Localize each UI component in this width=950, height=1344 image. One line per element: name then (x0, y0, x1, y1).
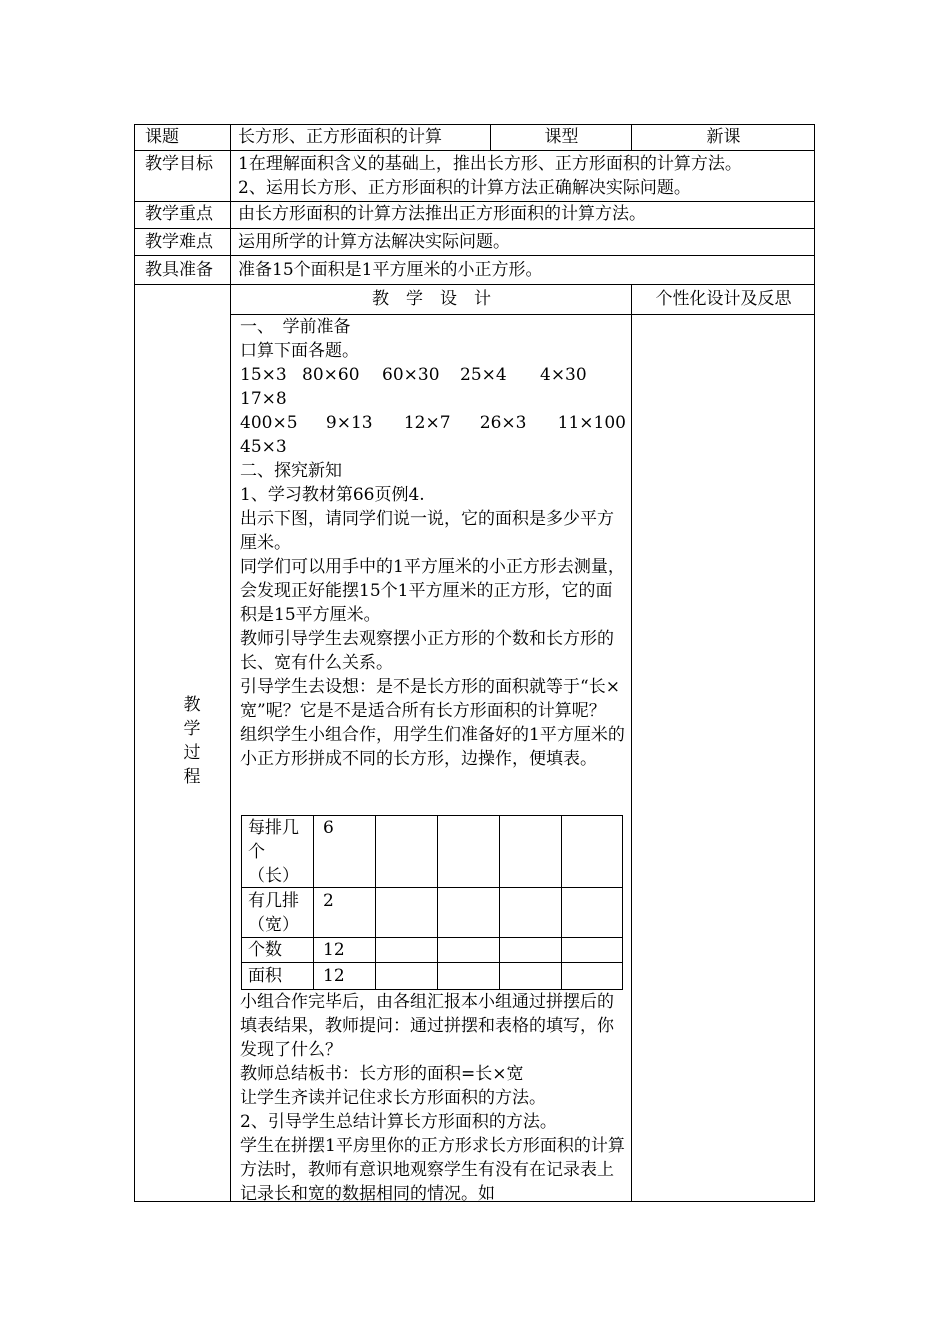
type-value: 新课 (706, 127, 741, 147)
design-content-continued (240, 990, 626, 1206)
objective-line-2: 2、运用长方形、正方形面积的计算方法正确解决实际问题。 (238, 178, 691, 198)
process-label-char: 学 (183, 719, 201, 739)
paragraph: 同学们可以用手中的1平方厘米的小正方形去测量，会发现正好能摆15个1平方厘米的正方形，它的面积是15平方厘米。 (240, 557, 625, 625)
calc-item: 15×3 (240, 365, 287, 385)
mental-math-intro: 口算下面各题。 (240, 341, 359, 361)
topic-label: 课题 (145, 127, 179, 147)
table-row-label: 个 (248, 842, 265, 862)
calc-item: 17×8 (240, 389, 287, 409)
step-2: 2、引导学生总结计算长方形面积的方法。 (240, 1112, 557, 1132)
table-row-label: 面积 (248, 966, 282, 986)
difficulty-value: 运用所学的计算方法解决实际问题。 (238, 232, 510, 252)
objectives-label: 教学目标 (145, 154, 213, 174)
calc-item: 80×60 (302, 365, 360, 385)
table-cell-value: 6 (323, 818, 334, 838)
process-label-char: 教 (183, 695, 201, 715)
table-row-label: 个数 (248, 940, 282, 960)
calc-item: 12×7 (403, 413, 451, 433)
calc-item: 4×30 (540, 365, 587, 385)
materials-label: 教具准备 (145, 260, 213, 280)
topic-value: 长方形、正方形面积的计算 (238, 127, 442, 147)
paragraph: 让学生齐读并记住求长方形面积的方法。 (240, 1088, 546, 1108)
key-point-value: 由长方形面积的计算方法推出正方形面积的计算方法。 (238, 204, 646, 224)
paragraph: 教师引导学生去观察摆小正方形的个数和长方形的长、宽有什么关系。 (240, 629, 614, 673)
type-label: 课型 (544, 127, 579, 147)
section-1-title: 一、 学前准备 (240, 317, 351, 337)
process-label (174, 693, 210, 789)
table-row-label: （长） (248, 866, 299, 886)
table-cell-value: 2 (323, 891, 334, 911)
step-1: 1、学习教材第66页例4. (240, 485, 425, 505)
calc-item: 400×5 (240, 413, 298, 433)
calc-item: 26×3 (479, 413, 527, 433)
calc-item: 9×13 (325, 413, 373, 433)
objective-line-1: 1在理解面积含义的基础上，推出长方形、正方形面积的计算方法。 (238, 154, 742, 174)
table-cell-value: 12 (323, 940, 345, 960)
calc-item: 45×3 (240, 437, 287, 457)
paragraph: 小组合作完毕后，由各组汇报本小组通过拼摆后的填表结果，教师提问：通过拼摆和表格的填写，你发现了什么？ (240, 992, 614, 1060)
key-point-label: 教学重点 (145, 204, 213, 224)
table-row-label: 每排几 (248, 818, 299, 838)
paragraph: 引导学生去设想：是不是长方形的面积就等于“长×宽”呢？它是不是适合所有长方形面积的计算呢？ (240, 677, 620, 721)
difficulty-label: 教学难点 (145, 232, 213, 252)
calc-item: 25×4 (460, 365, 507, 385)
materials-value: 准备15个面积是1平方厘米的小正方形。 (238, 260, 543, 280)
paragraph: 教师总结板书：长方形的面积=长×宽 (240, 1064, 524, 1084)
calc-item: 60×30 (382, 365, 440, 385)
section-2-title: 二、探究新知 (240, 461, 342, 481)
paragraph: 学生在拼摆1平房里你的正方形求长方形面积的计算方法时，教师有意识地观察学生有没有在记录表上记录长和宽的数据相同的情况。如 (240, 1136, 625, 1204)
calc-row-1 (240, 363, 626, 387)
table-row-label: 有几排 (248, 891, 299, 911)
table-row-label: （宽） (248, 915, 299, 935)
fill-in-table (241, 815, 623, 990)
table-cell-value: 12 (323, 966, 345, 986)
paragraph: 组织学生小组合作，用学生们准备好的1平方厘米的小正方形拼成不同的长方形，边操作，便填表。 (240, 725, 625, 769)
reflection-header: 个性化设计及反思 (655, 289, 792, 309)
calc-item: 11×100 (557, 413, 626, 433)
design-content (240, 315, 626, 771)
design-header: 教 学 设 计 (372, 289, 491, 309)
calc-row-2 (240, 411, 626, 435)
process-label-char: 过 (183, 743, 201, 763)
paragraph: 出示下图，请同学们说一说，它的面积是多少平方厘米。 (240, 509, 614, 553)
process-label-char: 程 (183, 767, 201, 787)
